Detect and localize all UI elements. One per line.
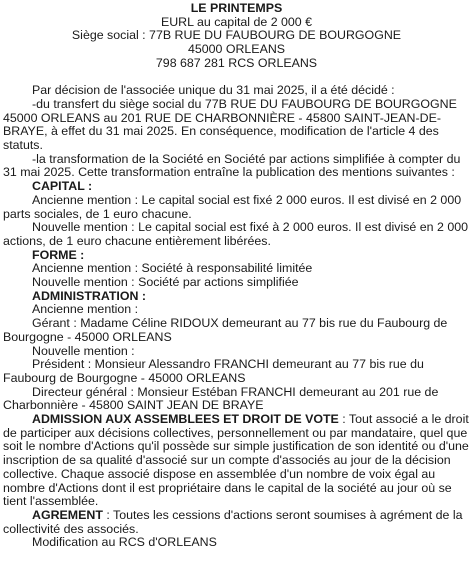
agrement-paragraph [3,509,470,536]
transfer-paragraph: -du transfert du siège social du 77B RUE DU FAUBOURG DE BOURGOGNE 45000 ORLEANS au 201 RUE DE CHARBONNIÈRE - 45800 SAINT-JEAN-DE-BRAYE, à effet du 31 mai 2025. En conséquence, modification de l'article 4 des statuts. [3,96,457,153]
forme-heading: FORME : [32,247,85,262]
administration-old-gerant: Gérant : Madame Céline RIDOUX demeurant au 77 bis rue du Faubourg de Bourgogne - 45000 ORLEANS [3,316,448,344]
administration-heading: ADMINISTRATION : [32,288,147,303]
capital-line: EURL au capital de 2 000 € [160,14,313,29]
city-line: 45000 ORLEANS [187,42,286,57]
capital-heading: CAPITAL : [32,179,93,194]
assemblees-paragraph [3,413,470,509]
agrement-text: : Toutes les cessions d'actions seront soumises à agrément de la collectivité des associés. [3,508,463,536]
assemblees-text: : Tout associé a le droit de participer aux décisions collectives, personnellement ou par mandataire, quel que soit le nombre d'Actions qu'il possède sur simple justification de son identité ou d'une inscription de sa qualité d'associé sur un compte d'associés au jour de la décision collective. Chaque associé dispose en assemblée d'un nombre de voix égal au nombre d'Actions dont il est propriétaire dans le capital de la société au jour où se tient l'assemblée. [3,412,469,509]
assemblees-heading: ADMISSION AUX ASSEMBLEES ET DROIT DE VOTE [32,412,339,427]
agrement-heading: AGREMENT [32,508,103,522]
administration-new-president: Président : Monsieur Alessandro FRANCHI demeurant au 77 bis rue du Faubourg de Bourgogne - 45000 ORLEANS [3,357,424,385]
spacer [3,71,470,85]
rcs-line: 798 687 281 RCS ORLEANS [155,55,318,70]
capital-new-mention: Nouvelle mention : Le capital social est fixé à 2 000 euros. Il est divisé en 2 000 actions, de 1 euro chacune entièrement libérées. [3,220,468,248]
forme-new-mention: Nouvelle mention : Société par actions simplifiée [32,275,299,290]
intro-paragraph: Par décision de l'associée unique du 31 mai 2025, il a été décidé : [32,83,395,98]
seat-line: Siège social : 77B RUE DU FAUBOURG DE BOURGOGNE [71,28,402,43]
forme-old-mention: Ancienne mention : Société à responsabilité limitée [32,261,313,276]
administration-new-director: Directeur général : Monsieur Estéban FRANCHI demeurant au 201 rue de Charbonnière - 45800 SAINT JEAN DE BRAYE [3,384,439,413]
capital-old-mention: Ancienne mention : Le capital social est fixé 2 000 euros. Il est divisé en 2 000 parts sociales, de 1 euro chacune. [3,192,462,221]
company-name: LE PRINTEMPS [190,1,283,15]
administration-new-label: Nouvelle mention : [32,343,135,358]
transformation-paragraph: -la transformation de la Société en Société par actions simplifiée à compter du 31 mai 2025. Cette transformation entraîne la publication des mentions suivantes : [3,151,461,180]
rcs-modification: Modification au RCS d'ORLEANS [32,535,217,550]
administration-old-label: Ancienne mention : [32,302,139,317]
